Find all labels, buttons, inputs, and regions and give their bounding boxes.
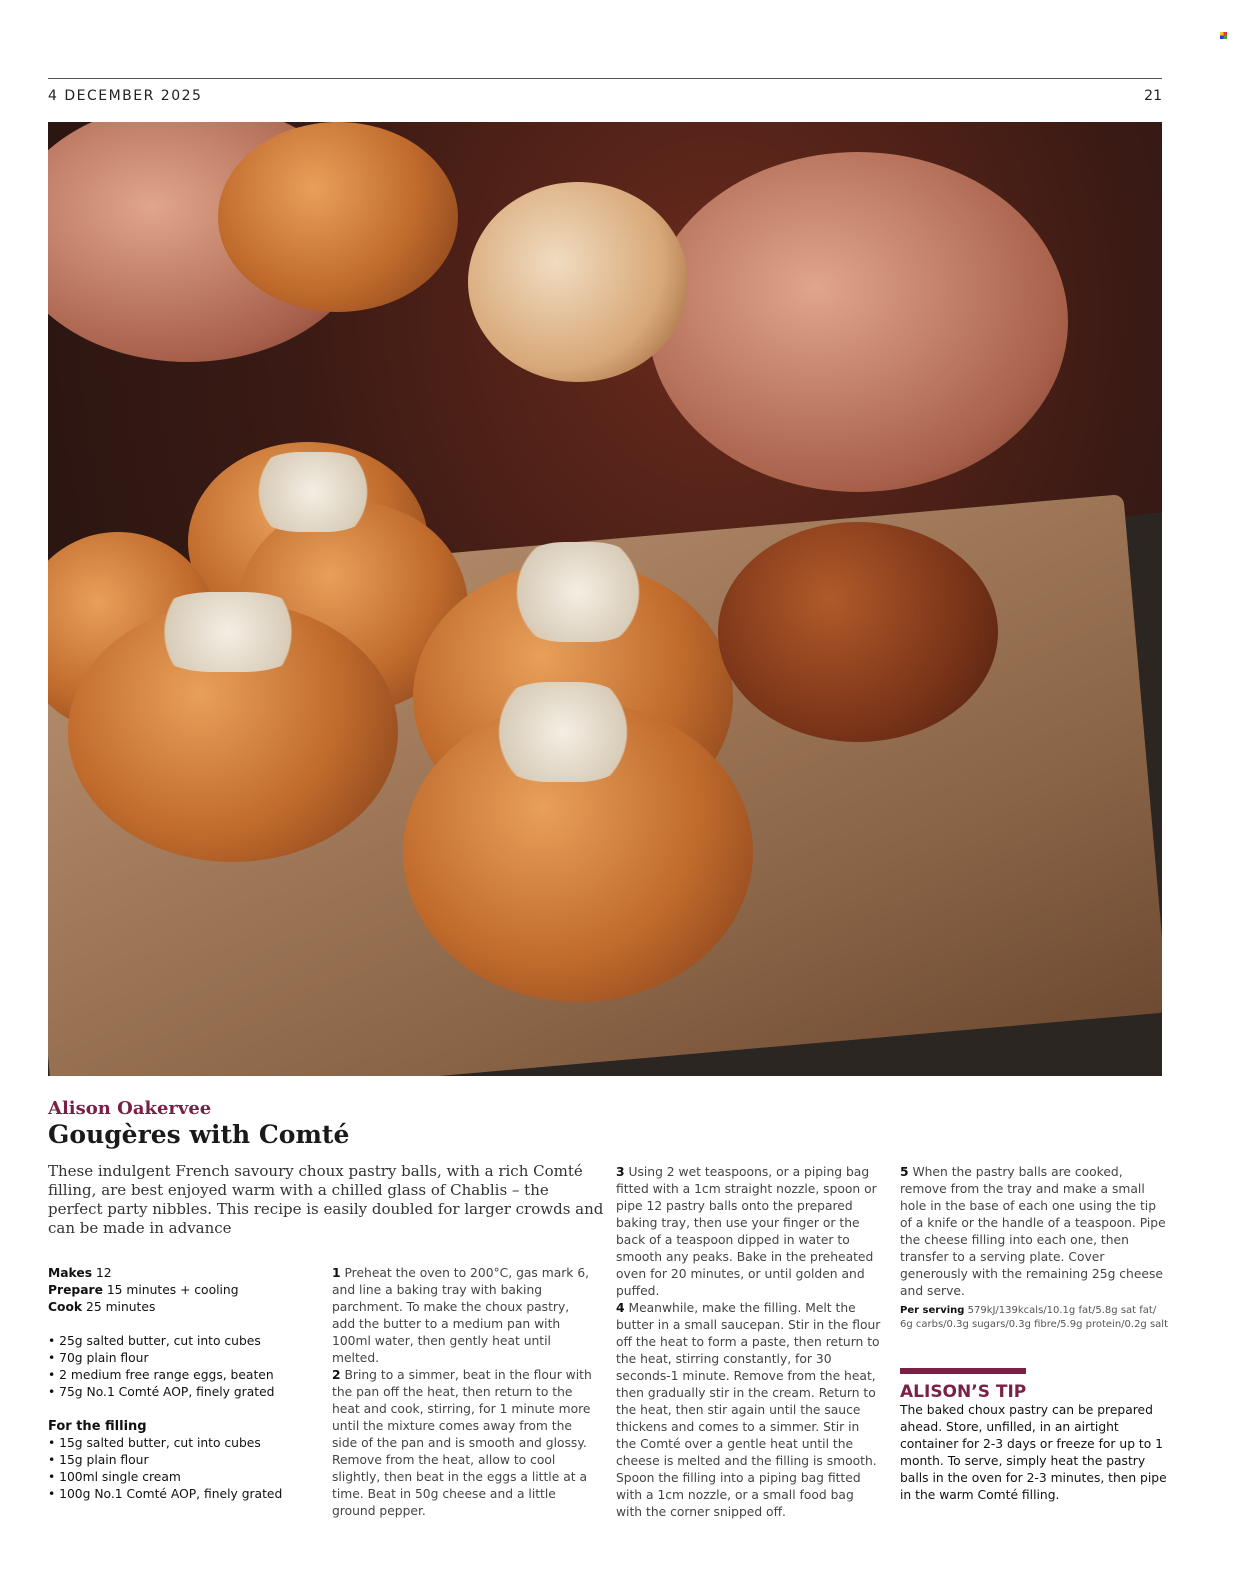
tip-accent-bar — [900, 1368, 1026, 1374]
grated-cheese — [488, 682, 638, 782]
pastry-ball — [718, 522, 998, 742]
step-text: Meanwhile, make the filling. Melt the butter in a small saucepan. Stir in the flour off the heat to form a paste, then return to the heat, stirring constantly, for 30 seconds-1 minute. Remove from the heat, then gradually stir in the cream. Return to the heat, then stir again until the sauce thickens and comes to a simmer. Stir in the Comté over a gentle heat until the cheese is melted and the filling is smooth. Spoon the filling into a piping bag fitted with a 1cm nozzle, or a small food bag with the corner snipped off. — [616, 1301, 881, 1519]
right-hand — [648, 152, 1068, 492]
method-column-1 — [332, 1265, 594, 1520]
ingredient-item: • 100g No.1 Comté AOP, finely grated — [48, 1487, 283, 1501]
method-step — [332, 1367, 594, 1520]
nutrition-info — [900, 1304, 1168, 1332]
filling-heading: For the filling — [48, 1419, 147, 1434]
step-text: Bring to a simmer, beat in the flour with the pan off the heat, then return to the heat and cook, stirring, for 1 minute more until the mixture comes away from the side of the pan and is smooth and glossy. Remove from the heat, allow to cool slightly, then beat in the eggs a little at a time. Beat in 50g cheese and a little ground pepper. — [332, 1368, 592, 1518]
recipe-intro: These indulgent French savoury choux pastry balls, with a rich Comté filling, are best enjoyed warm with a chilled glass of Chablis – the perfect party nibbles. This recipe is easily doubled for larger crowds and can be made in advance — [48, 1162, 604, 1237]
meta-value: 25 minutes — [82, 1300, 156, 1314]
ingredient-item: • 75g No.1 Comté AOP, finely grated — [48, 1385, 275, 1399]
ingredients-column — [48, 1265, 318, 1503]
step-text: Using 2 wet teaspoons, or a piping bag fitted with a 1cm straight nozzle, spoon or pipe 12 pastry balls onto the prepared baking tray, then use your finger or the back of a teaspoon dipped in water to smooth any peaks. Bake in the preheated oven for 20 minutes, or until golden and puffed. — [616, 1165, 877, 1298]
step-number: 3 — [616, 1165, 625, 1179]
meta-prepare — [48, 1282, 318, 1299]
method-step — [616, 1164, 882, 1300]
meta-value: 15 minutes + cooling — [102, 1283, 239, 1297]
nutrition-values: 579kJ/139kcals/10.1g fat/5.8g sat fat/ 6g carbs/0.3g sugars/0.3g fibre/5.9g protein/0.2g salt — [900, 1305, 1168, 1330]
ingredient-item: • 2 medium free range eggs, beaten — [48, 1368, 274, 1382]
method-step — [332, 1265, 594, 1367]
method-step — [616, 1300, 882, 1521]
step-number: 4 — [616, 1301, 625, 1315]
step-number: 2 — [332, 1368, 341, 1382]
meta-value: 12 — [92, 1266, 112, 1280]
ingredient-item: • 15g plain flour — [48, 1453, 149, 1467]
author-byline: Alison Oakervee — [48, 1098, 212, 1119]
ingredient-item: • 70g plain flour — [48, 1351, 149, 1365]
step-number: 5 — [900, 1165, 909, 1179]
meta-cook — [48, 1299, 318, 1316]
recipe-meta — [48, 1265, 318, 1316]
nutrition-label: Per serving — [900, 1305, 965, 1316]
method-column-3 — [900, 1164, 1168, 1504]
meta-label: Makes — [48, 1266, 93, 1280]
pastry-ball — [218, 122, 458, 312]
meta-label: Cook — [48, 1300, 83, 1314]
grated-cheese — [148, 592, 308, 672]
step-text: Preheat the oven to 200°C, gas mark 6, and line a baking tray with baking parchment. To make the choux pastry, add the butter to a medium pan with 100ml water, then gently heat until melted. — [332, 1266, 590, 1365]
corner-mark-icon — [1220, 32, 1227, 39]
method-column-2 — [616, 1164, 882, 1521]
grated-cheese — [508, 542, 648, 642]
tip-heading: ALISON’S TIP — [900, 1382, 1027, 1402]
ingredient-item: • 25g salted butter, cut into cubes — [48, 1334, 261, 1348]
pastry-ball-torn — [468, 182, 688, 382]
method-step — [900, 1164, 1168, 1300]
filling-list — [48, 1418, 318, 1503]
page-number: 21 — [1144, 88, 1162, 104]
grated-cheese — [248, 452, 378, 532]
tip-text: The baked choux pastry can be prepared ahead. Store, unfilled, in an airtight container for 2-3 days or freeze for up to 1 month. To serve, simply heat the pastry balls in the oven for 2-3 minutes, then pipe in the warm Comté filling. — [900, 1403, 1167, 1502]
recipe-photo — [48, 122, 1162, 1076]
header-rule — [48, 78, 1162, 79]
step-number: 1 — [332, 1266, 341, 1280]
ingredient-item: • 100ml single cream — [48, 1470, 181, 1484]
meta-label: Prepare — [48, 1283, 103, 1297]
issue-date: 4 DECEMBER 2025 — [48, 88, 203, 104]
step-text: When the pastry balls are cooked, remove from the tray and make a small hole in the base of each one using the tip of a knife or the handle of a teaspoon. Pipe the cheese filling into each one, then transfer to a serving plate. Cover generously with the remaining 25g cheese and serve. — [900, 1165, 1166, 1298]
recipe-title: Gougères with Comté — [48, 1120, 350, 1149]
meta-makes — [48, 1265, 318, 1282]
ingredients-list — [48, 1333, 318, 1401]
ingredient-item: • 15g salted butter, cut into cubes — [48, 1436, 261, 1450]
